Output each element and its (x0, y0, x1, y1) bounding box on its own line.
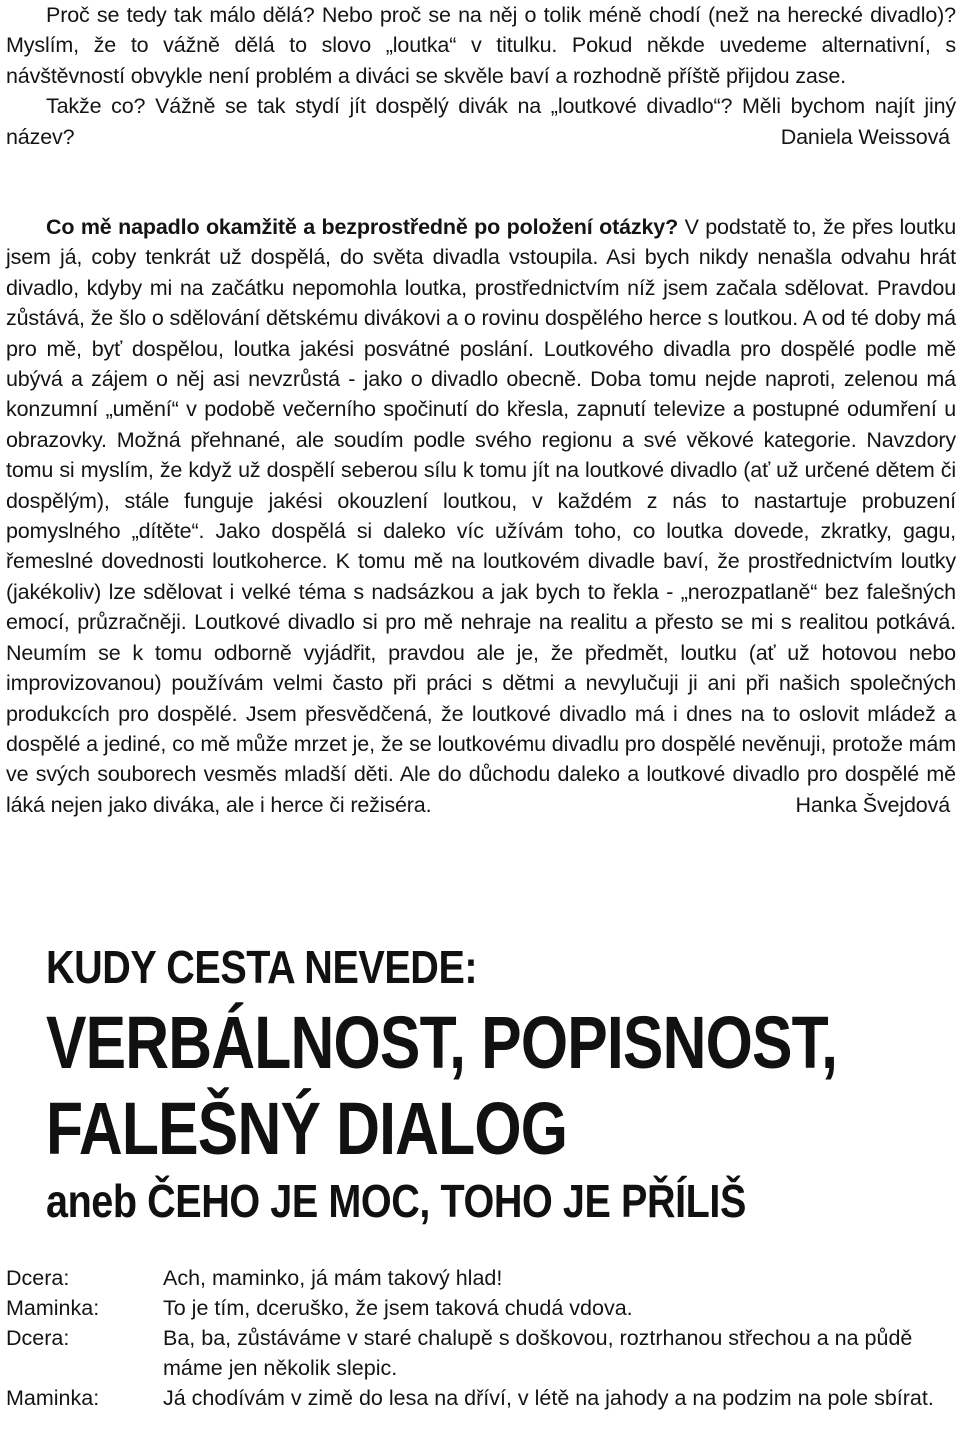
dialog-line: Já chodívám v zimě do lesa na dříví, v létě na jahody a na podzim na pole sbírat. (163, 1386, 934, 1410)
headline-line-2: FALEŠNÝ DIALOG (46, 1087, 568, 1170)
article-two-signature: Hanka Švejdová (795, 792, 950, 817)
dialog-block (6, 1263, 956, 1413)
article-one-paragraph-2-text: Takže co? Vážně se tak stydí jít dospělý divák na „loutkové divadlo“? Měli bychom najít jiný název? (6, 94, 956, 149)
article-one-paragraph-2 (6, 91, 956, 152)
article-one-paragraph-1: Proč se tedy tak málo dělá? Nebo proč se na něj o tolik méně chodí (než na herecké divadlo)? Myslím, že to vážně dělá to slovo „loutka“ v titulku. Pokud někde uvedeme alternativní, s návštěvností obvykle není problém a diváci se skvěle baví a rozhodně příště přijdou zase. (6, 3, 956, 88)
dialog-row (6, 1263, 956, 1293)
article-two-question: Co mě napadlo okamžitě a bezprostředně po položení otázky? (46, 215, 679, 239)
dialog-line: Ba, ba, zůstáváme v staré chalupě s doškovou, roztrhanou střechou a na půdě máme jen několik slepic. (163, 1326, 913, 1380)
headline-line-1: VERBÁLNOST, POPISNOST, (46, 1001, 838, 1084)
dialog-speaker: Dcera: (6, 1326, 70, 1350)
dialog-speaker: Maminka: (6, 1296, 100, 1320)
dialog-row (6, 1323, 956, 1383)
article-two-body: V podstatě to, že přes loutku jsem já, coby tenkrát už dospělá, do světa divadla vstoupila. Asi bych nikdy nenašla odvahu hrát divadlo, kdyby mi na začátku nepomohla loutka, prostřednictvím níž jsem začala sdělovat. Pravdou zůstává, že šlo o sdělování dětskému divákovi a o rovinu dospělého herce s loutkou. A od té doby má pro mě, byť dospělou, loutka jakési posvátné poslání. Loutkového divadla pro dospělé podle mě ubývá a zájem o něj asi nevzrůstá - jako o divadlo obecně. Doba tomu nejde naproti, zelenou má konzumní „umění“ v podobě večerního spočinutí do křesla, zapnutí televize a postupné odumření u obrazovky. Možná přehnané, ale soudím podle svého regionu a své věkové kategorie. Navzdory tomu si myslím, že když už dospělí seberou sílu k tomu jít na loutkové divadlo (ať už určené dětem či dospělým), stále funguje jakési okouzlení loutkou, v každém z nás to nastartuje probuzení pomyslného „dítěte“. Jako dospělá si daleko víc užívám toho, co loutka dovede, zkratky, gagu, řemeslné dovednosti loutkoherce. K tomu mě na loutkovém divadle baví, že prostřednictvím loutky (jakékoliv) lze sdělovat i velké téma s nadsázkou a jak bych to řekla - „nerozpatlaně“ bez falešných emocí, průzračněji. Loutkové divadlo si pro mě nehraje na realitu a přesto se mi s realitou potkává. Neumím se k tomu odborně vyjádřit, pravdou ale je, že předmět, loutku (ať už hotovou nebo improvizovanou) používám velmi často při práci s dětmi a nevylučuji ji ani při našich společných produkcích pro dospělé. Jsem přesvědčená, že loutkové divadlo má i dnes na to oslovit mládež a dospělé a jediné, co mě může mrzet je, že se loutkovému divadlu pro dospělé nevěnuji, protože mám ve svých souborech vesměs mladší děti. Ale do důchodu daleko a loutkové divadlo pro dospělé mě láká nejen jako diváka, ale i herce či režiséra. (6, 215, 957, 817)
dialog-line: To je tím, dceruško, že jsem taková chudá vdova. (163, 1296, 633, 1320)
article-one (6, 0, 956, 152)
article-one-signature: Daniela Weissová (780, 124, 950, 149)
dialog-line: Ach, maminko, já mám takový hlad! (163, 1266, 503, 1290)
headline-kicker: KUDY CESTA NEVEDE: (46, 941, 478, 993)
dialog-speaker: Maminka: (6, 1386, 100, 1410)
dialog-speaker: Dcera: (6, 1266, 70, 1290)
dialog-row (6, 1383, 956, 1413)
dialog-row (6, 1293, 956, 1323)
article-two-paragraph (6, 212, 956, 820)
article-two (6, 212, 956, 820)
headline-subtitle: aneb ČEHO JE MOC, TOHO JE PŘÍLIŠ (46, 1175, 746, 1227)
